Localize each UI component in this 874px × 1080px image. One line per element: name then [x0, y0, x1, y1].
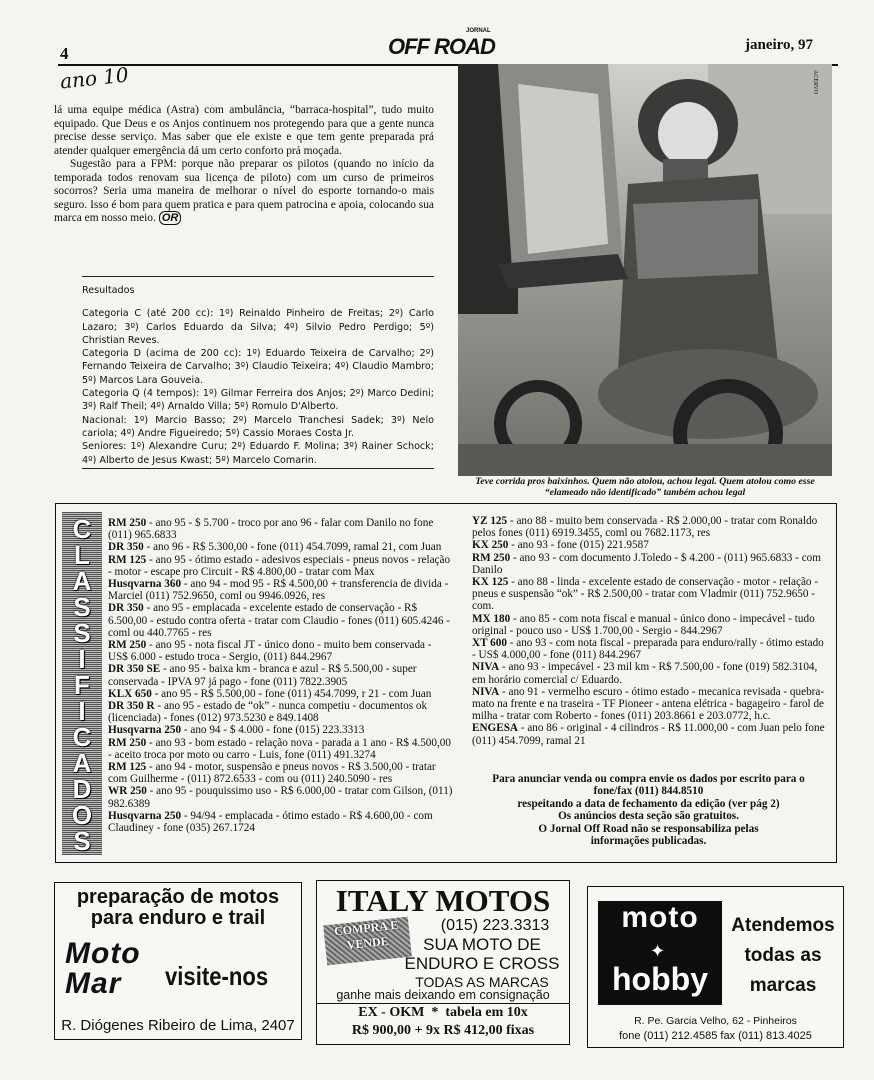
classified-model: MX 180 — [472, 612, 511, 625]
classified-text: - 94/94 - emplacada - ótimo estado - R$ 4.600,00 - com Claudiney - fone (035) 267.1724 — [108, 809, 433, 835]
or-signature-logo: OR — [159, 211, 182, 225]
classifieds-title-letter: D — [72, 774, 92, 804]
category-label: Categoria C (até 200 cc): — [82, 308, 214, 320]
classified-model: DR 350 R — [108, 700, 155, 713]
classifieds-right-column — [472, 515, 825, 747]
classified-text: - ano 91 - vermelho escuro - ótimo estado - mecanica revisada - quebra-mato na frente e na traseira - TF Pioneer - antena elétrica - bagageiro - farol de milha - tratar com Roberto - fones (011) 203.8661 e 203.0772, h.c. — [472, 685, 825, 723]
classifieds-title-letter: F — [74, 670, 90, 700]
classified-text: - ano 88 - muito bem conservada - R$ 2.000,00 - tratar com Ronaldo pelos fones (011) 6919.3455, coml ou 7682.1173, res — [472, 515, 818, 540]
classified-model: XT 600 — [472, 637, 507, 650]
classifieds-title-letter: S — [73, 618, 91, 648]
classified-ad — [472, 613, 825, 637]
classified-ad — [472, 637, 825, 661]
category-label: Categoria D (acima de 200 cc): — [82, 348, 242, 360]
classifieds-vertical-title — [62, 512, 102, 855]
classified-model: DR 350 SE — [108, 663, 161, 676]
logo-line: Mar — [65, 967, 122, 1000]
classified-ad — [108, 761, 453, 785]
classifieds-note-line: respeitando a data de fechamento da edição (ver pág 2) — [517, 797, 780, 810]
classifieds-note-line: Para anunciar venda ou compra envie os dados por escrito para o — [492, 773, 805, 785]
visit-text: visite-nos — [165, 961, 269, 991]
moto-hobby-phones: fone (011) 212.4585 fax (011) 813.4025 — [619, 1030, 812, 1042]
classified-ad — [108, 639, 453, 663]
classified-ad — [108, 578, 453, 602]
results-top-rule — [82, 276, 434, 277]
classified-ad — [472, 576, 825, 613]
classified-text: - ano 93 - com nota fiscal - preparada para enduro/rally - ótimo estado - US$ 4.000,00 - fone (011) 844.2967 — [472, 637, 824, 662]
classified-text: - ano 94 - mod 95 - R$ 4.500,00 + transferencia de divida - Marciel (011) 752.9650, coml ou 9946.0926, res — [108, 578, 449, 603]
classified-ad — [108, 517, 453, 541]
classifieds-title-letter: C — [72, 514, 92, 544]
classifieds-note-line: informações publicadas. — [590, 835, 707, 848]
maple-leaf-icon: ✦ — [650, 941, 666, 961]
classifieds-title-letter: I — [78, 696, 86, 726]
classified-text: - ano 85 - com nota fiscal e manual - único dono - impecável - tudo original - pouco uso - US$ 1.700,00 - Sergio - 844.2967 — [472, 612, 815, 637]
ad-line: SUA MOTO DE — [423, 935, 541, 954]
results-heading: Resultados — [82, 285, 135, 296]
classified-model: Husqvarna 250 — [108, 809, 182, 822]
classified-text: - ano 95 - pouquissimo uso - R$ 6.000,00 - tratar com Gilson, (011) 982.6389 — [108, 785, 453, 810]
classified-text: - ano 93 - fone (015) 221.9587 — [508, 539, 649, 552]
classified-model: RM 250 — [472, 551, 511, 564]
classifieds-note-line: fone/fax (011) 844.8510 — [593, 785, 704, 798]
italy-consignment: ganhe mais deixando em consignação — [336, 988, 550, 1002]
classified-text: - ano 94 - $ 4.000 - fone (015) 223.3313 — [181, 724, 365, 737]
newspaper-logo — [388, 28, 495, 60]
results-category-d — [82, 347, 434, 387]
classifieds-title-letter: C — [72, 722, 92, 752]
classified-ad — [472, 552, 825, 576]
classified-model: NIVA — [472, 685, 500, 698]
moto-hobby-logo — [598, 901, 722, 1005]
category-results: 1º) Reinaldo Pinheiro de Freitas; 2º) Carlo Lazaro; 3º) Carlos Eduardo da Silva; 4º) Silvio Pedro Perdigo; 5º) Christian Reves. — [82, 308, 434, 346]
kid-motocross-photo — [458, 64, 832, 476]
results-category-c — [82, 307, 434, 347]
classifieds-note-line: O Jornal Off Road não se responsabiliza pelas — [538, 822, 759, 835]
classified-ad — [108, 810, 453, 834]
italy-divider — [317, 1003, 569, 1004]
classified-model: DR 350 — [108, 602, 144, 615]
ad-moto-hobby — [587, 886, 844, 1048]
results-bottom-rule — [82, 468, 434, 469]
classified-model: RM 125 — [108, 761, 147, 774]
classified-text: - ano 95 - baixa km - branca e azul - R$ 5.500,00 - super conservada - IPVA 97 já pago - fone (011) 7822.3905 — [108, 663, 417, 688]
classifieds-left-column — [108, 517, 453, 834]
issue-date: janeiro, 97 — [745, 37, 814, 53]
classifieds-note — [472, 773, 825, 847]
classified-text: - ano 93 - impecável - 23 mil km - R$ 7.500,00 - fone (019) 582.3104, em horário comercial c/ Eduardo. — [472, 661, 818, 686]
results-category-q — [82, 387, 434, 414]
classified-model: KX 125 — [472, 576, 509, 589]
classified-ad — [472, 539, 825, 551]
classifieds-title-letter: O — [71, 800, 93, 830]
classified-ad — [108, 554, 453, 578]
classified-text: - ano 88 - linda - excelente estado de conservação - motor - relação - pneus e suspensão “ok” - R$ 2.500,00 - tratar com Vladmir (011) 752.9650 - com. — [472, 576, 819, 613]
classified-ad — [108, 688, 453, 700]
category-label: Categoria Q (4 tempos): — [82, 388, 200, 400]
italy-price-line: R$ 900,00 + 9x R$ 412,00 fixas — [351, 1023, 535, 1038]
results-section — [82, 284, 434, 467]
moto-mar-address: R. Diógenes Ribeiro de Lima, 2407 — [61, 1017, 295, 1034]
photo-caption — [458, 476, 832, 498]
ad-line: preparação de motos — [76, 886, 280, 908]
classified-ad — [472, 661, 825, 685]
ad-line: para enduro e trail — [90, 907, 266, 929]
classified-model: RM 250 — [108, 517, 147, 529]
classified-text: - ano 95 - emplacada - excelente estado de conservação - R$ 6.500,00 - estudo contra oferta - tratar com Claudio - fones (011) 605.4246 - coml ou 440.7765 - res — [108, 602, 450, 639]
classifieds-title-letter: A — [72, 566, 92, 596]
italy-title: ITALY MOTOS — [335, 883, 551, 918]
ad-moto-mar — [54, 882, 302, 1040]
photo-caption-line: “elameado não identificado” também achou legal — [544, 487, 746, 498]
classified-ad — [472, 686, 825, 723]
classified-text: - ano 94 - motor, suspensão e pneus novos - R$ 3.500,00 - tratar com Guilherme - (011) 872.6533 - com ou (011) 240.5090 - res — [108, 761, 436, 786]
classified-model: RM 125 — [108, 553, 147, 566]
classifieds-note-line: Os anúncios desta seção são gratuitos. — [558, 810, 739, 823]
moto-hobby-address: R. Pe. Garcia Velho, 62 - Pinheiros — [634, 1015, 797, 1027]
classified-model: RM 250 — [108, 639, 147, 652]
classifieds-title-letter: S — [73, 592, 91, 622]
classified-ad — [108, 663, 453, 687]
classified-ad — [108, 785, 453, 809]
classified-ad — [472, 722, 825, 746]
article-paragraph-text: Sugestão para a FPM: porque não preparar os pilotos (quando no início da temporada todos renovam sua licença de piloto) com um curso de primeiros socorros? Seria uma maneira de melhorar o nível do esporte tornando-o mais seguro. Isso é bom para quem pratica e para quem patrocina e apoia, colocando sua marca em nosso meio. — [54, 158, 434, 224]
classified-text: - ano 95 - R$ 5.500,00 - fone (011) 454.7099, r 21 - com Juan — [151, 687, 432, 700]
category-results: 1º) Gilmar Ferreira dos Anjos; 2º) Marco Dedini; 3º) Ralf Theil; 4º) Arnaldo Villa; 5º) Romulo D'Alberto. — [82, 388, 434, 413]
classifieds-title-letter: A — [72, 748, 92, 778]
italy-price-line: EX - OKM * tabela em 10x — [358, 1005, 528, 1020]
banner-line: COMPRA E — [333, 917, 399, 939]
moto-hobby-tagline — [728, 911, 838, 1001]
article-paragraph — [54, 158, 434, 226]
year-handwritten: ano 10 — [58, 62, 130, 94]
newspaper-logo-text: OFF ROAD — [388, 34, 495, 59]
classifieds-title-letter: I — [78, 644, 86, 674]
category-results: 1º) Eduardo Teixeira de Carvalho; 2º) Fernando Teixeira de Carvalho; 3º) Claudio Teixeira; 4º) Claudio Mambro; 5º) Marcos Lara Gouveia. — [82, 348, 434, 386]
classified-model: RM 250 — [108, 736, 147, 749]
photo-caption-line: Teve corrida pros baixinhos. Quem não atolou, achou legal. Quem atolou como esse — [475, 476, 815, 487]
classified-model: WR 250 — [108, 785, 147, 798]
photo-illustration — [458, 64, 832, 476]
results-nacional: Nacional: 1º) Marcio Basso; 2º) Marcelo Tranchesi Sadek; 3º) Nelo cariola; 4º) Andre Figueiredo; 5º) Cassio Moraes Costa Jr. — [82, 414, 434, 439]
classified-model: Husqvarna 250 — [108, 724, 182, 737]
classified-model: ENGESA — [472, 722, 519, 735]
classified-ad — [108, 700, 453, 724]
ad-italy-motos — [316, 880, 570, 1045]
classifieds-title-letter: L — [74, 540, 90, 570]
classifieds-title-letter: S — [73, 826, 91, 856]
classified-model: DR 350 — [108, 541, 144, 554]
ad-line: ENDURO E CROSS — [404, 954, 560, 973]
classified-model: KLX 650 — [108, 687, 152, 700]
ad-line: todas as — [744, 945, 822, 966]
italy-phone: (015) 223.3313 — [440, 917, 550, 934]
ad-line: TODAS AS MARCAS — [415, 974, 549, 990]
classified-text: - ano 86 - original - 4 cilindros - R$ 11.000,00 - com Juan pelo fone (011) 454.7099, ramal 21 — [472, 722, 825, 747]
article-paragraph: lá uma equipe médica (Astra) com ambulância, “barraca-hospital”, tudo muito equipado. Que Deus e os Anjos continuem nos protegendo para que a gente nunca precise desse serviço. Mas saber que ele existe e que tem gente preparada prá atender qualquer emergência dá um certo conforto prá moçada. — [54, 104, 434, 157]
classified-ad — [108, 602, 453, 639]
classified-ad — [108, 541, 453, 553]
ad-line: Atendemos — [731, 915, 835, 936]
ad-moto-mar-headline — [55, 887, 301, 929]
logo-line: moto — [621, 901, 699, 934]
logo-line: Moto — [65, 937, 141, 970]
italy-text — [397, 935, 567, 992]
banner-line: VENDE — [346, 933, 390, 953]
moto-mar-logo — [65, 939, 141, 999]
classified-ad — [108, 724, 453, 736]
classified-model: KX 250 — [472, 539, 509, 552]
classified-text: - ano 95 - $ 5.700 - troco por ano 96 - falar com Danilo no fone (011) 965.6833 — [108, 517, 434, 542]
classified-text: - ano 95 - estado de “ok” - nunca competiu - documentos ok (licenciada) - fones (012) 973.5230 e 849.1408 — [108, 700, 428, 725]
classified-text: - ano 96 - R$ 5.300,00 - fone (011) 454.7099, ramal 21, com Juan — [143, 541, 442, 554]
classified-text: - ano 95 - ótimo estado - adesivos especiais - pneus novos - relação - motor - escape pro Circuit - R$ 4.800,00 - tratar com Max — [108, 553, 451, 578]
classified-text: - ano 95 - nota fiscal JT - único dono - muito bem conservada - US$ 6.000 - estudo troca - Sergio, (011) 844.2967 — [108, 639, 432, 664]
article — [54, 104, 434, 226]
page-number: 4 — [60, 44, 69, 63]
classified-ad — [472, 515, 825, 539]
classified-model: YZ 125 — [472, 515, 508, 527]
logo-line: hobby — [612, 961, 708, 997]
photo-credit: ACERVO — [812, 70, 818, 95]
classified-model: Husqvarna 360 — [108, 578, 182, 591]
classified-model: NIVA — [472, 661, 500, 674]
classified-text: - ano 93 - com documento J.Toledo - $ 4.200 - (011) 965.6833 - com Danilo — [472, 551, 821, 576]
ad-line: marcas — [749, 975, 817, 996]
classified-text: - ano 93 - bom estado - relação nova - parada a 1 ano - R$ 4.500,00 - aceito troca por moto ou carro - Luis, fone (011) 491.3274 — [108, 736, 451, 761]
results-seniores: Seniores: 1º) Alexandre Curu; 2º) Eduardo F. Molina; 3º) Rainer Schock; 4º) Alberto de Jesus Kwast; 5º) Marcelo Comarin. — [82, 441, 434, 466]
classified-ad — [108, 737, 453, 761]
newspaper-logo-small: JORNAL — [466, 28, 491, 34]
